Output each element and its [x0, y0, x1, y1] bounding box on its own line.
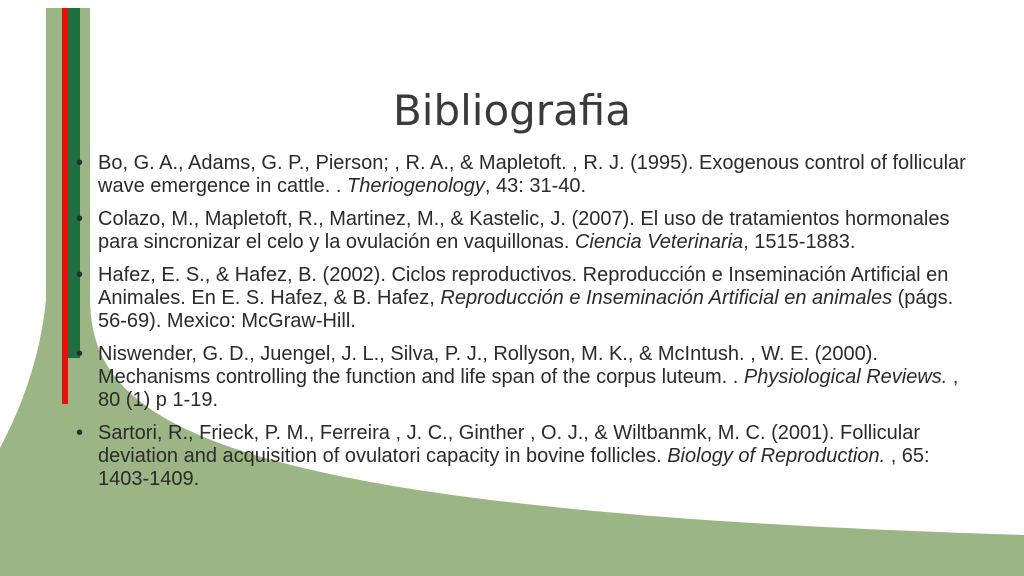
reference-text: Sartori, R., Frieck, P. M., Ferreira , J. C., Ginther , O. J., & Wiltbanmk, M. C. (2001). Follicular deviation and acquisition of ovulatori capacity in bovine follicles.: [98, 422, 921, 467]
reference-details: , 80 (1) p 1-19.: [98, 366, 959, 411]
reference-text: Hafez, E. S., & Hafez, B. (2002). Ciclos reproductivos. Reproducción e Inseminación Artificial en Animales. En E. S. Hafez, & B. Hafez,: [98, 264, 949, 309]
reference-item: [68, 208, 968, 254]
reference-text: Bo, G. A., Adams, G. P., Pierson; , R. A., & Mapletoft. , R. J. (1995). Exogenous control of follicular wave emergence in cattle. .: [98, 152, 966, 197]
reference-item: [68, 152, 968, 198]
reference-details: , 1515-1883.: [743, 231, 856, 253]
reference-details: (págs. 56-69). Mexico: McGraw-Hill.: [98, 287, 954, 332]
reference-details: , 65: 1403-1409.: [98, 445, 930, 490]
reference-list: [68, 152, 968, 501]
reference-source-title: Ciencia Veterinaria: [574, 231, 744, 253]
reference-source-title: Biology of Reproduction.: [667, 445, 886, 467]
reference-source-title: Physiological Reviews.: [743, 366, 948, 388]
reference-text: Colazo, M., Mapletoft, R., Martinez, M., & Kastelic, J. (2007). El uso de tratamientos hormonales para sincronizar el celo y la ovulación en vaquillonas.: [98, 208, 950, 253]
reference-source-title: Theriogenology: [347, 175, 485, 197]
reference-item: [68, 343, 968, 412]
reference-source-title: Reproducción e Inseminación Artificial en animales: [440, 287, 893, 309]
reference-item: [68, 264, 968, 333]
slide-title: Bibliografia: [392, 86, 632, 136]
reference-details: , 43: 31-40.: [484, 175, 587, 197]
reference-text: Niswender, G. D., Juengel, J. L., Silva, P. J., Rollyson, M. K., & McIntush. , W. E. (2000). Mechanisms controlling the function and life span of the corpus luteum. .: [98, 343, 878, 388]
reference-item: [68, 422, 968, 491]
